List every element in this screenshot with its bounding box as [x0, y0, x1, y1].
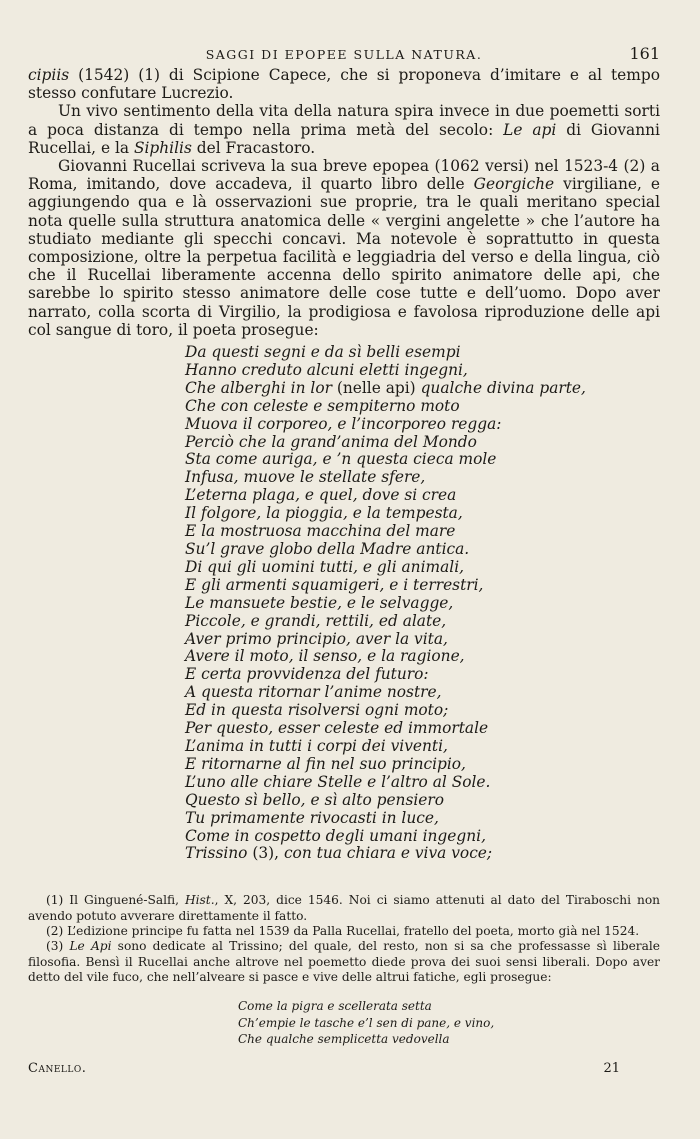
verse-line: E ritornarne al fin nel suo principio, — [185, 754, 466, 773]
verse-line: Avere il moto, il senso, e la ragione, — [185, 647, 465, 666]
paragraph: cipiis (1542) (1) di Scipione Capece, che si proponeva d’imitare e al tempo stesso confutare Lucrezio. — [28, 66, 660, 103]
verse-line: Che alberghi in lor (nelle api) qualche divina parte, — [185, 378, 586, 397]
page-header — [28, 44, 660, 66]
running-title: SAGGI DI EPOPEE SULLA NATURA. — [205, 47, 483, 62]
page-number: 161 — [629, 44, 660, 63]
verse-line: Perciò che la grand’anima del Mondo — [185, 432, 477, 451]
footnote: (3) Le Api sono dedicate al Trissino; del quale, del resto, non si sa che professasse sì liberale filosofia. Bensì il Rucellai anche altrove nel poemetto diede prova dei suoi sensi liberali. Dopo aver detto del vile fuco, che nell’alveare si pasce e vive delle altrui fatiche, egli prosegue: — [28, 939, 660, 984]
footnote-verse — [238, 998, 660, 1048]
footnote: (2) L’edizione principe fu fatta nel 1539 da Palla Rucellai, fratello del poeta, morto già nel 1524. — [46, 923, 640, 938]
footnotes — [28, 893, 660, 1047]
verse-line: Come in cospetto degli umani ingegni, — [185, 826, 486, 845]
verse-line: L’uno alle chiare Stelle e l’altro al Sole. — [185, 772, 491, 791]
book-page — [28, 44, 660, 1081]
verse-line: Il folgore, la pioggia, e la tempesta, — [185, 504, 463, 523]
verse-line: Su’l grave globo della Madre antica. — [185, 540, 470, 559]
paragraph: Giovanni Rucellai scriveva la sua breve epopea (1062 versi) nel 1523-4 (2) a Roma, imitando, dove accadeva, il quarto libro delle Georgiche virgiliane, e aggiungendo qua e là osservazioni sue proprie, tra le quali meritano special nota quelle sulla struttura anatomica delle « vergini angelette » che l’autore ha studiato mediante gli specchi concavi. Ma notevole è soprattutto in questa composizione, oltre la perpetua facilità e leggiadria del verso e della lingua, ciò che il Rucellai liberamente accenna dello spirito animatore delle api, che sarebbe lo spirito stesso animatore delle cose tutte e dell’uomo. Dopo aver narrato, colla scorta di Virgilio, la prodigiosa e favolosa riproduzione delle api col sangue di toro, il poeta prosegue: — [28, 157, 661, 339]
verse-line: E la mostruosa macchina del mare — [185, 522, 456, 541]
verse-line: Aver primo principio, aver la vita, — [185, 629, 448, 648]
verse-line: Sta come auriga, e ’n questa cieca mole — [185, 450, 497, 469]
verse-line: Che con celeste e sempiterno moto — [185, 396, 460, 415]
printer-signature: Canello. — [28, 1060, 87, 1076]
verse-line: Piccole, e grandi, rettili, ed alate, — [185, 611, 447, 630]
verse-line: Tu primamente rivocasti in luce, — [185, 808, 439, 827]
verse-line: L’anima in tutti i corpi dei viventi, — [185, 736, 448, 755]
page-footer — [28, 1061, 660, 1081]
verse-line: Infusa, muove le stellate sfere, — [185, 468, 426, 487]
verse-line: A questa ritornar l’anime nostre, — [185, 683, 442, 702]
verse-line: Questo sì bello, e sì alto pensiero — [185, 790, 445, 809]
verse-line: Di qui gli uomini tutti, e gli animali, — [185, 557, 465, 576]
footnote-verse-line: Come la pigra e scellerata setta — [238, 999, 432, 1014]
verse-line: L’eterna plaga, e quel, dove si crea — [185, 486, 457, 505]
footnote-verse-line: Ch’empie le tasche e’l sen di pane, e vino, — [238, 1015, 495, 1030]
footnote: (1) Il Ginguené-Salfi, Hist., X, 203, dice 1546. Noi ci siamo attenuti al dato del Tiraboschi non avendo potuto avverare direttamente il fatto. — [28, 893, 660, 923]
verse-line: E certa provvidenza del futuro: — [185, 665, 429, 684]
verse-line: E gli armenti squamigeri, e i terrestri, — [185, 575, 484, 594]
verse-line: Da questi segni e da sì belli esempi — [185, 343, 461, 362]
verse-line: Hanno creduto alcuni eletti ingegni, — [185, 360, 468, 379]
sheet-number: 21 — [603, 1060, 620, 1076]
verse-line: Le mansuete bestie, e le selvagge, — [185, 593, 454, 612]
verse-line: Ed in questa risolversi ogni moto; — [185, 701, 449, 720]
verse-line: Per questo, esser celeste ed immortale — [185, 719, 489, 738]
footnote-verse-line: Che qualche semplicetta vedovella — [238, 1032, 450, 1047]
paragraph: Un vivo sentimento della vita della natura spira invece in due poemetti sorti a poca distanza di tempo nella prima metà del secolo: Le api di Giovanni Rucellai, e la Siphilis del Fracastoro. — [28, 102, 660, 157]
verse-quotation — [185, 344, 660, 863]
verse-line: Muova il corporeo, e l’incorporeo regga: — [185, 414, 502, 433]
verse-line: Trissino (3), con tua chiara e viva voce; — [185, 844, 493, 863]
main-text — [28, 66, 660, 339]
